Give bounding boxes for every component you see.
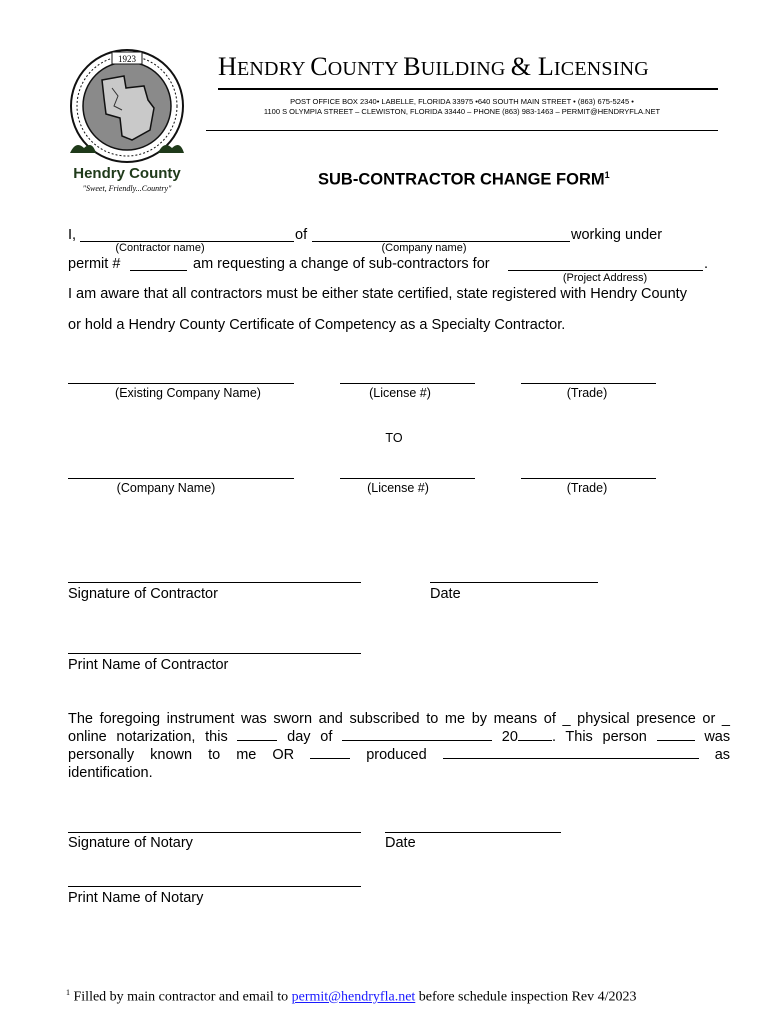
print-name-contractor-label: Print Name of Contractor [68,657,229,673]
caption-company-name-new: (Company Name) [116,481,216,495]
county-seal-logo [62,48,192,198]
contractor-signature-field[interactable] [68,582,361,583]
line1-working-under: working under [571,227,663,243]
date-label-1: Date [430,586,461,602]
email-link[interactable]: permit@hendryfla.net [291,989,416,1005]
notary-line-4: identification. [68,765,153,781]
organization-name: HENDRY COUNTY BUILDING & LICENSING [218,52,649,81]
notary-date-field[interactable] [385,832,561,833]
line2-request: am requesting a change of sub-contractors for [193,256,490,272]
caption-trade-2: (Trade) [566,481,608,495]
line2-permit: permit # [68,256,121,272]
header-rule-bottom [206,130,718,131]
caption-existing-company: (Existing Company Name) [115,386,261,400]
notary-person-field[interactable] [657,728,695,741]
svg-text:"Sweet, Friendly...Country": "Sweet, Friendly...Country" [82,184,172,193]
notary-print-name-field[interactable] [68,886,361,887]
caption-contractor-name: (Contractor name) [115,242,205,254]
form-title: SUB-CONTRACTOR CHANGE FORM$^1$ [318,170,610,189]
line1-of: of [295,227,308,243]
header-rule-top [218,88,718,90]
svg-text:1923: 1923 [118,54,136,64]
contractor-print-name-field[interactable] [68,653,361,654]
contractor-date-field[interactable] [430,582,598,583]
existing-company-field[interactable] [68,383,294,384]
address-line-1: POST OFFICE BOX 2340• LABELLE, FLORIDA 33975 •640 SOUTH MAIN STREET • (863) 675-5245 • [290,97,634,106]
new-company-field[interactable] [68,478,294,479]
statement-line-2: or hold a Hendry County Certificate of Competency as a Specialty Contractor. [68,317,566,333]
notary-line-2: online notarization, this day of 20 . This person was [68,729,731,745]
notary-line-1: The foregoing instrument was sworn and subscribed to me by means of _ physical presence or _ [68,711,730,727]
existing-license-field[interactable] [340,383,475,384]
notary-identification-field[interactable] [443,746,699,759]
caption-trade-1: (Trade) [566,386,608,400]
line2-period: . [704,256,709,272]
to-label: TO [385,431,403,445]
caption-company-name: (Company name) [381,242,467,254]
notary-line-3: personally known to me OR produced as [68,747,731,763]
footnote: $^1$ Filled by main contractor and email to permit@hendryfla.net before schedule inspection Rev 4/2023 [66,988,637,1005]
caption-license-2: (License #) [367,481,429,495]
permit-number-field[interactable] [130,270,187,271]
notary-signature-field[interactable] [68,832,361,833]
date-label-2: Date [385,835,416,851]
new-license-field[interactable] [340,478,475,479]
new-trade-field[interactable] [521,478,656,479]
existing-trade-field[interactable] [521,383,656,384]
signature-of-contractor-label: Signature of Contractor [68,586,218,602]
caption-project-address: (Project Address) [562,272,648,284]
address-line-2: 1100 S OLYMPIA STREET – CLEWISTON, FLORIDA 33440 – PHONE (863) 983-1463 – PERMIT@HENDRYFLA.NET [263,107,661,116]
line1-i: I, [68,227,77,243]
notary-paragraph [68,710,730,782]
statement-line-1: I am aware that all contractors must be either state certified, state registered with Hendry County [68,286,687,302]
project-address-field[interactable] [508,270,703,271]
notary-day-field[interactable] [237,728,277,741]
notary-month-field[interactable] [342,728,492,741]
notary-year-field[interactable] [518,728,552,741]
notary-or-field[interactable] [310,746,350,759]
print-name-notary-label: Print Name of Notary [68,890,204,906]
signature-of-notary-label: Signature of Notary [68,835,193,851]
caption-license-1: (License #) [369,386,431,400]
svg-text:Hendry County: Hendry County [73,165,181,182]
